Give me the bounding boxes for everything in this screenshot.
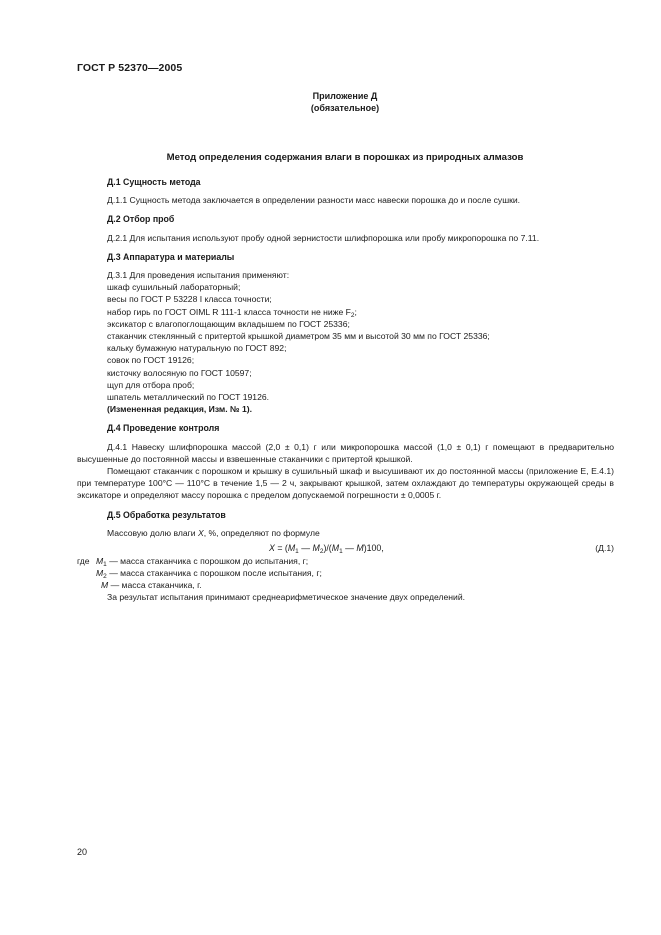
document-body xyxy=(77,176,614,603)
paragraph-d5-conclusion: За результат испытания принимают среднеарифметическое значение двух определений. xyxy=(107,592,466,603)
definition-row: M — масса стаканчика, г. xyxy=(101,580,202,591)
list-item: кисточку волосяную по ГОСТ 10597; xyxy=(107,367,252,378)
page-number: 20 xyxy=(77,847,88,857)
paragraph-d1-1: Д.1.1 Сущность метода заключается в определении разности масс навески порошка до и после сушки. xyxy=(107,195,521,206)
formula-number: (Д.1) xyxy=(595,543,614,554)
list-item: совок по ГОСТ 19126; xyxy=(107,355,195,366)
list-item: набор гирь по ГОСТ OIML R 111-1 класса точности не ниже $F_2$; xyxy=(107,306,357,319)
list-item: эксикатор с влагопоглощающим вкладышем по ГОСТ 25336; xyxy=(107,318,350,329)
paragraph-d3-1: Д.3.1 Для проведения испытания применяют: xyxy=(107,270,290,281)
section-heading-d2: Д.2 Отбор проб xyxy=(107,214,175,225)
section-heading-d1: Д.1 Сущность метода xyxy=(107,177,201,187)
paragraph-d4-1: Д.4.1 Навеску шлифпорошка массой (2,0 ± 0,1) г или микропорошка массой (1,0 ± 0,1) г помещают в предварительно высушенные до постоянной массы и взвешенные стаканчики с притертой крышкой. xyxy=(77,441,614,464)
list-item: кальку бумажную натуральную по ГОСТ 892; xyxy=(107,343,287,354)
section-heading-d3: Д.3 Аппаратура и материалы xyxy=(107,251,235,262)
list-item: шкаф сушильный лабораторный; xyxy=(107,282,241,293)
paragraph-d5-intro: Массовую долю влаги X, %, определяют по формуле xyxy=(107,527,320,538)
moisture-formula: $X = (M_1$ — $M_2)/(M_1$ — M)100, xyxy=(269,543,384,556)
formula-row xyxy=(77,541,614,555)
section-heading-d4: Д.4 Проведение контроля xyxy=(107,423,220,434)
definition-row: где $M_1$ — масса стаканчика с порошком до испытания, г; xyxy=(77,556,309,569)
list-item: стаканчик стеклянный с притертой крышкой диаметром 35 мм и высотой 30 мм по ГОСТ 25336; xyxy=(107,331,490,342)
document-title: Метод определения содержания влаги в порошках из природных алмазов xyxy=(166,152,524,163)
list-item: шпатель металлический по ГОСТ 19126. xyxy=(107,392,270,403)
list-item: весы по ГОСТ Р 53228 I класса точности; xyxy=(107,294,272,305)
list-item: щуп для отбора проб; xyxy=(107,379,195,390)
appendix-title: Приложение Д xyxy=(312,91,378,101)
where-word: где xyxy=(77,556,90,567)
paragraph-d2-1: Д.2.1 Для испытания используют пробу одной зернистости шлифпорошка или пробу микропорошка по 7.11. xyxy=(107,232,540,243)
section-heading-d5: Д.5 Обработка результатов xyxy=(107,509,226,520)
paragraph-d4-2: Помещают стаканчик с порошком и крышку в сушильный шкаф и высушивают их до постоянной массы (приложение Е, Е.4.1) при температуре 100°С — 110°С в течение 1,5 — 2 ч, закрывают крышкой, затем охлаждают до температуры окружающей среды в эксикаторе и определяют массу порошка с пределом допускаемой погрешности ± 0,0005 г. xyxy=(77,466,614,501)
document-header: ГОСТ Р 52370—2005 xyxy=(77,62,183,74)
amendment-note: (Измененная редакция, Изм. № 1). xyxy=(107,404,253,415)
definition-row: $M_2$ — масса стаканчика с порошком после испытания, г; xyxy=(96,568,322,581)
appendix-status: (обязательное) xyxy=(310,103,380,113)
appendix-heading xyxy=(0,90,661,114)
